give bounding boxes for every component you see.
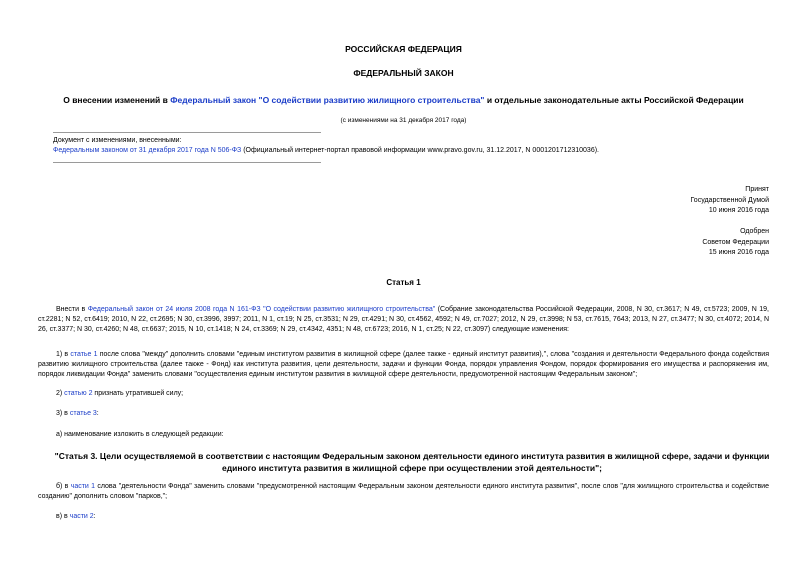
changes-entry-source: (Официальный интернет-портал правовой информации www.pravo.gov.ru, 31.12.2017, N 0001201712310036). [241,146,599,154]
adoption-duma [690,185,769,217]
revision-note: (с изменениями на 31 декабря 2017 года) [340,117,467,124]
item-3-prefix: 3) в [56,410,70,417]
item-2 [38,389,769,399]
item-3b [38,482,769,502]
title-prefix: О внесении изменений в [63,95,171,105]
item-2-link[interactable]: статью 2 [64,390,93,397]
title-law-link[interactable]: Федеральный закон "О содействии развитию жилищного строительства" [170,95,485,105]
law-type-heading: ФЕДЕРАЛЬНЫЙ ЗАКОН [353,68,454,78]
changes-box [53,136,773,155]
item-3a [38,430,769,440]
item-3v-link[interactable]: части 2 [69,513,94,520]
intro-rest: (Собрание законодательства Российской Федерации, 2008, N 30, ст.3617; N 49, ст.5723; 2009, N 19, ст.2281; N 52, ст.6419; 2010, N 22, ст.2695; N 30, ст.3996, 3997; 2011, N 1, ст.19; N 25, ст.3531; N 29, ст.4291; N 30, ст.4562, 4592; N 49, ст.7027; 2012, N 29, ст.3998; N 53, ст.7615, 7643; 2013, N 27, ст.3477; N 30, ст.4072; 2014, N 26, ст.3377; N 30, ст.4260; N 48, ст.6637; 2015, N 10, ст.1418; N 24, ст.3369; N 29, ст.4342, 4351; N 48, ст.6723; 2016, N 1, ст.25; N 22, ст.3097) следующие изменения: [38,306,770,333]
article-intro [38,305,769,335]
item-2-prefix: 2) [56,390,65,397]
item-1-link[interactable]: статье 1 [70,351,98,358]
approved-by: Советом Федерации [702,238,769,246]
changes-label: Документ с изменениями, внесенными: [53,137,182,144]
item-3b-link[interactable]: части 1 [70,483,96,490]
accepted-date: 10 июня 2016 года [708,207,769,214]
law-title [0,95,807,105]
changes-bottom-divider [53,162,321,163]
article-title: Статья 1 [386,278,421,287]
item-3-rest: : [96,410,99,417]
changes-entry [53,146,773,156]
changes-top-divider [53,132,321,133]
item-3 [38,409,769,419]
accepted-label: Принят [745,186,769,193]
approved-date: 15 июня 2016 года [708,249,769,256]
item-3b-rest: слова "деятельности Фонда" заменить словами "предусмотренной настоящим Федеральным законом деятельности единого института развития", после слов "для жилищного строительства и содействие созданию" дополнить словом "парков,"; [38,483,769,500]
amending-law-link[interactable]: Федеральным законом от 31 декабря 2017 года N 506-ФЗ [53,146,242,154]
item-3v-prefix: в) в [56,513,70,520]
title-suffix: и отдельные законодательные акты Российской Федерации [484,95,744,105]
item-3v [38,512,769,522]
item-3-link[interactable]: статье 3 [69,410,97,417]
item-1-rest: после слова "между" дополнить словами "единым институтом развития в жилищной сфере (далее также - единый институт развития),", слова "создания и деятельности Федерального фонда содействия развитию жилищного строительства (далее также - Фонд) как института развития, цели деятельности, задачи и функции Фонда, порядок управления Фондом, порядок формирования его имущества и распоряжения им, порядок ликвидации Фонда" заменить словами "осуществления единым институтом развития в жилищной сфере деятельности, предусмотренной настоящим Федеральным законом"; [38,351,770,378]
quoted-article-title: "Статья 3. Цели осуществляемой в соответствии с настоящим Федеральным законом деятельности единого института развития в жилищной сфере, задачи и функции единого института развития в жилищной сфере при осуществлении этой деятельности"; [54,451,770,473]
item-3a-text: а) наименование изложить в следующей редакции: [56,431,224,438]
item-1-prefix: 1) в [56,351,71,358]
item-1 [38,350,769,380]
approved-label: Одобрен [740,228,769,235]
country-heading: РОССИЙСКАЯ ФЕДЕРАЦИЯ [345,44,462,54]
intro-prefix: Внести в [56,306,88,313]
intro-law-link[interactable]: Федеральный закон от 24 июля 2008 года N 161-ФЗ "О содействии развитию жилищного строительства" [87,306,436,313]
item-2-rest: признать утратившей силу; [92,390,184,397]
accepted-by: Государственной Думой [690,196,769,204]
item-3v-rest: : [93,513,96,520]
adoption-council [702,227,769,259]
item-3b-prefix: б) в [56,483,71,490]
